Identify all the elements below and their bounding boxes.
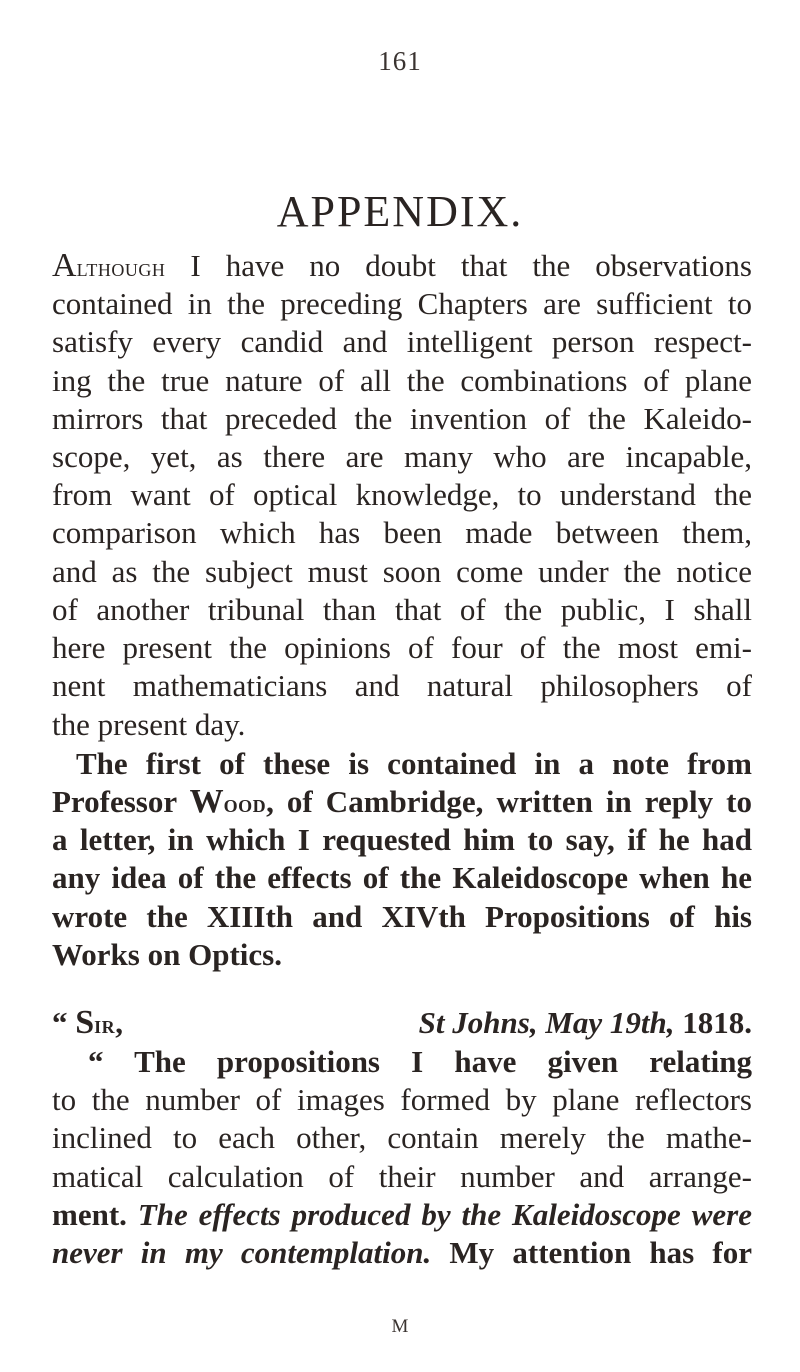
- small-caps-name: Wood: [189, 783, 267, 820]
- letter-line-3: inclined to each other, contain merely the mathe-: [52, 1120, 752, 1155]
- paragraph1-line-10: of another tribunal than that of the public, I shall: [52, 592, 752, 627]
- letter-line-2: to the number of images formed by plane reflectors: [52, 1082, 752, 1117]
- letter-salutation: “ Sir,: [52, 1004, 123, 1041]
- letter-line-5: ment. The effects produced by the Kaleidoscope were: [52, 1197, 752, 1232]
- paragraph1-line-13: the present day.: [52, 707, 246, 742]
- paragraph1-line-5: mirrors that preceded the invention of the Kaleido-: [52, 401, 752, 436]
- paragraph2-line-6: Works on Optics.: [52, 937, 282, 972]
- small-caps-word: Although: [52, 247, 166, 284]
- signature-mark: M: [391, 1316, 409, 1337]
- letter-date: St Johns, May 19th, 1818.: [418, 1005, 752, 1040]
- paragraph1-line-1: Although I have no doubt that the observations: [52, 247, 752, 284]
- paragraph1-line-7: from want of optical knowledge, to understand the: [52, 477, 752, 512]
- paragraph1-line-6: scope, yet, as there are many who are incapable,: [52, 439, 752, 474]
- letter-line-4: matical calculation of their number and arrange-: [52, 1159, 752, 1194]
- appendix-heading: APPENDIX.: [276, 187, 524, 236]
- paragraph1-line-2: contained in the preceding Chapters are sufficient to: [52, 286, 752, 321]
- letter-line-1: “ The propositions I have given relating: [88, 1044, 752, 1079]
- paragraph1-line-4: ing the true nature of all the combinations of plane: [52, 363, 752, 398]
- paragraph1-line-3: satisfy every candid and intelligent person respect-: [52, 324, 752, 359]
- page-number: 161: [378, 46, 422, 76]
- paragraph2-line-2: Professor Wood, of Cambridge, written in reply to: [52, 783, 753, 820]
- paragraph2-line-5: wrote the XIIIth and XIVth Propositions of his: [52, 899, 752, 934]
- paragraph1-line-11: here present the opinions of four of the most emi-: [52, 630, 752, 665]
- letter-line-6: never in my contemplation. My attention has for: [52, 1235, 752, 1270]
- paragraph1-line-8: comparison which has been made between them,: [52, 515, 752, 550]
- paragraph2-line-1: The first of these is contained in a note from: [76, 746, 752, 781]
- paragraph1-line-12: nent mathematicians and natural philosophers of: [52, 668, 752, 703]
- paragraph1-line-9: and as the subject must soon come under the notice: [52, 554, 752, 589]
- paragraph2-line-3: a letter, in which I requested him to say, if he had: [52, 822, 752, 857]
- letter-dateline: [52, 1003, 752, 1043]
- paragraph2-line-4: any idea of the effects of the Kaleidoscope when he: [52, 860, 752, 895]
